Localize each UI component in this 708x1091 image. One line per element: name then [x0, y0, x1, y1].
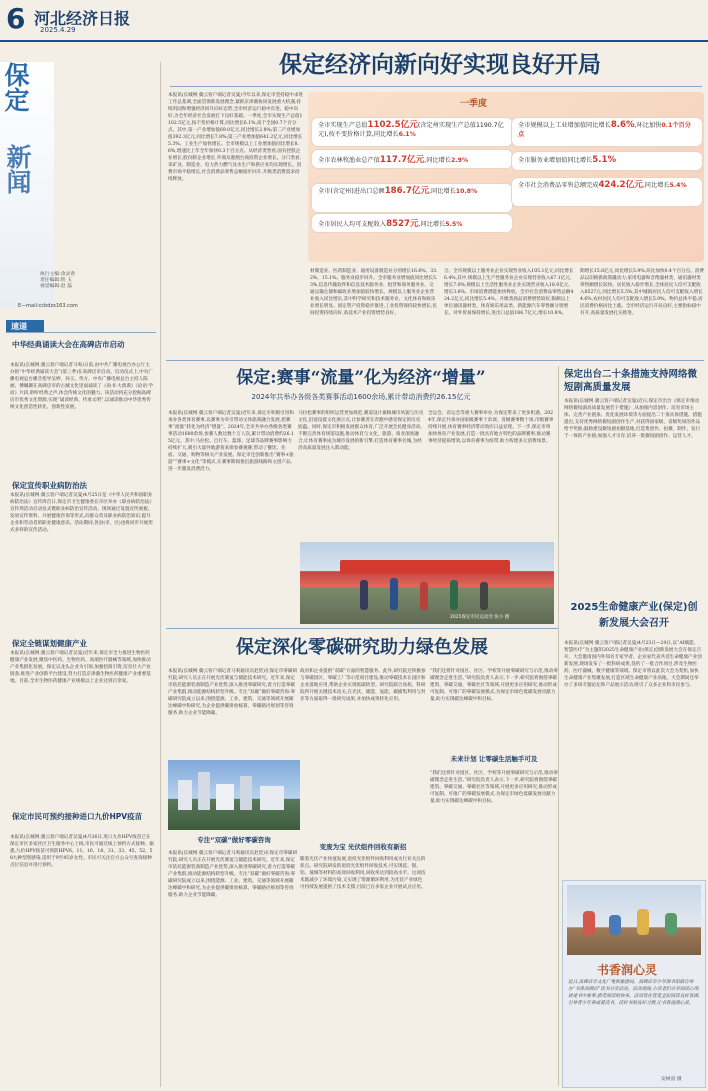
book-box — [562, 880, 706, 1088]
story3-body-2: 政府和企业提供“双碳”方面的智慧服务。此外,研究院还积极参与零碳园区、零碳工厂等示范项目建设,推动零碳技术在园区和企业落地应用,帮助企业实现低碳转型。研究院联合高校、科研院所开展关键技术攻关,在光伏、储能、氢能、碳捕集利用与封存等方面取得一批研究成果,并加快成果转化应用。 — [300, 669, 426, 702]
q1-label: 一季度 — [460, 99, 488, 109]
page-date: 2025.4.29 — [40, 26, 76, 34]
book-title: 书香润心灵 — [597, 963, 658, 977]
staff-line: 责任编辑:铁 玉 — [40, 278, 72, 283]
photo-caption: 2025保定市民运动会 张小 摄 — [450, 615, 510, 620]
right-body-a: 本报讯(长城网·冀云客户端记者吴曼)近日,保定市出台《保定市推动网络微短剧高质量发展若干措施》,从加强内容创作、培育市场主体、完善产业链条、优化发展环境等方面提出二十条具体措施。措施提出,支持优秀网络微短剧创作生产,对获得国家级、省级奖项的作品给予奖励;鼓励建设微短剧拍摄基地,打造集创作、拍摄、制作、发行于一体的产业链;加强人才引育,培养一批微短剧创作、运营人才。 — [564, 399, 702, 439]
story2-subhead: 2024年共举办各级各类赛事活动1600余场,累计带动消费约26.15亿元 — [251, 393, 471, 401]
stat-trade: 全市(含定州)进出口总额186.7亿元,同比增长10.8% — [312, 184, 512, 212]
masthead — [0, 0, 708, 44]
sidebar-body-1: 本报讯(长城网·冀云客户端记者马爽)日前,由中共广播电视台办公厅主办的“中华经典诵读大会”(第三季)在高碑店市启动。启动仪式上,中央广播电视总台播音指导吴婷、孙玉、英方、中央广播电视总台主持人陈丽、傅珮珊在高碑店市的古城文化里面诵读了《尚书·大禹谟》《论语·学而》片段,聆听经典之声,体会传统文化的魅力。该活动将充分挖掘高碑店市优秀文化资源,实现“诵读经典、传承文明”,以诵读推动中华优秀传统文化创造性转化、创新性发展。 — [10, 363, 154, 410]
sidebar-body-4: 本报讯(长城网·冀云客户端记者吴曼)4月26日,进口九价HPV疫苗已在保定市区多家社区卫生服务中心上线,市民可通过线上预约方式接种。据悉,九价HPV疫苗可预防HPV6、11、16、18、31、33、45、52、58九种型别感染,适用于9至45岁女性。市民可关注官方公众号查询接种点位信息并进行预约。 — [10, 835, 154, 868]
stat-retail: 全市社会消费品零售总额完成424.2亿元,同比增长5.4% — [512, 178, 702, 206]
story2-headline: 保定:赛事“流量”化为经济“增量” — [236, 368, 486, 388]
story3-body-1b: 本报讯(长城网·冀云客户端记者马爽通讯员赵贺)在保定市零碳研究院,研究人员正在开展光伏制氢与储能技术研究。近年来,保定市依托能源装备制造产业优势,深入推进零碳研究,着力打造零碳产业集群,推动能源结构转型升级。专注“双碳”做好零碳咨询:零碳研究院成立以来,围绕能源、工业、建筑、交通等领域开展碳达峰碳中和研究,为企业提供碳排放核算、零碳路径规划等咨询服务,助力企业节能降碳。 — [168, 851, 298, 898]
story3-sub3: 未来计划 让零碳生活触手可及 — [450, 755, 538, 763]
email-line: E—mail:ccbdzx163.com — [18, 303, 78, 309]
staff-line: 视觉编辑:赵 磊 — [40, 284, 72, 289]
sidebar-title-2: 保定宣传职业病防治法 — [12, 481, 87, 490]
book-credit: 安树富 摄 — [661, 1077, 682, 1082]
right-body-b: 本报讯(长城网·冀云客户端记者吴曼)4月23日—24日,以“AI赋能、智慧医疗”为主题的2025生命健康产业(保定)创新发展大会在保定召开。大会邀请国内外知名专家学者、企业家代表共话生命健康产业创新发展,现场发布了一批科研成果,签约了一批合作项目,涉及生物医药、医疗器械、数字健康等领域。保定市将以此次大会为契机,加快生命健康产业集聚发展,打造区域生命健康产业高地。大会期间还举办了多场专题论坛和产品展示活动,吸引了众多企业和市民参与。 — [564, 641, 702, 688]
sidebar-body-3: 本报讯(长城网·冀云客户端记者吴曼)近年来,保定市全力推进生物医药健康产业发展,聚焦中医药、生物医药、高端医疗器械等领域,加快推动产业集群化发展。保定以龙头企业为引领,加强招商引资,培育壮大产业链条,推进产业创新平台建设,努力打造京津冀生物医药健康产业重要基地。目前,全市生物医药健康产业规模以上企业达到百余家。 — [10, 651, 151, 684]
story3-body-1: 本报讯(长城网·冀云客户端记者马爽通讯员赵贺)在保定市零碳研究院,研究人员正在开展光伏制氢与储能技术研究。近年来,保定市依托能源装备制造产业优势,深入推进零碳研究,着力打造零碳产业集群,推动能源结构转型升级。专注“双碳”做好零碳咨询:零碳研究院成立以来,围绕能源、工业、建筑、交通等领域开展碳达峰碳中和研究,为企业提供碳排放核算、零碳路径规划等咨询服务,助力企业节能降碳。 — [168, 669, 298, 716]
story2-body-2: 马拉松赛事的组织运营更加规范,赛道设计兼顾城市风貌与历史文化,沿途设置文化展示点,让参赛者在奔跑中感受保定的历史底蕴。同时,保定市积极发展群众体育,广泛开展全民健身活动,不断完善体育场馆设施,推动体育与文化、旅游、商业深度融合,让体育赛事成为城市发展的新引擎,打造体育赛事名城,为经济高质量发展注入新动能。 — [298, 411, 424, 451]
story2-body-3: 全运会、省运会等重大赛事举办,为保定带来了更多机遇。2024年,保定共承办国家级赛事十余项、省级赛事数十项,市级赛事持续开展,体育赛事经济带动效应日益显现。下一步,保定市将加快体育产业发展,打造一批具有地方特色的品牌赛事,推动赛事经济提质增效,以体育赛事为纽带,助力构建多元消费场景。 — [428, 411, 554, 444]
stat-gdp: 全市实现生产总值1102.5亿元(含定州实现生产总值1190.7亿元),按不变价格计算,同比增长6.1% — [312, 118, 512, 146]
sidebar-title-3: 保定全链谋划健康产业 — [12, 639, 87, 648]
top-col3: 合。全市规模以上服务业企业实现营业收入105.1亿元,同比增长6.4%,其中,规模以上生产性服务业企业实现营业收入67.1亿元,增长7.0%,规模以上生活性服务业企业实现营业收入18.0亿元,增长3.6%。市场消费潜能加快释放。全市社会消费品零售总额424.2亿元,同比增长5.4%。升级类商品消费增势较好,限额以上单位通讯器材类、体育娱乐用品类、新能源汽车零售额分别增长。对外贸易保持增长,进出口总值186.7亿元,增长10.8%。 — [444, 269, 574, 316]
story3-body-4b: “我们还将针对园区、社区、学校等开展零碳研究与示范,推动零碳理念走进生活。”研究院负责人表示,下一步,研究院将围绕零碳建筑、零碳交通、零碳社区等领域,开展更多应用研究,推动形成可复制、可推广的零碳发展模式,为保定市绿色低碳发展贡献力量,助力实现碳达峰碳中和目标。 — [430, 771, 558, 804]
top-col2: 材制造业、医药制造业、通用设备制造业分别增长16.6%、33.2%、15.1%。服务业稳步回升。全市服务业增加值同比增长5.3%,信息传输软件和信息技术服务业、租赁和商务服务业、交通运输仓储和邮政业增加值较快增长。规模以上服务业企业营业收入同比增长,其中科学研究和技术服务业、文化体育和娱乐业增长明显。固定资产投资稳步推进,工业投资保持较快增长,民间投资持续向好,高技术产业投资增势良好。 — [310, 269, 438, 316]
top-col4: 期增长15.8亿元,同比增长5.9%,环比加快0.4个百分点。消费品以旧换新政策撬动力,家用电器和音像器材类、通讯器材类零售额增长较快。居民收入稳步增长,全体居民人均可支配收入8527元,同比增长5.5%,其中城镇居民人均可支配收入增长4.6%,农村居民人均可支配收入增长5.9%。物价总体平稳,居民消费价格同比上涨。全市经济运行开局良好,主要指标稳中有升,高质量发展扎实推进。 — [580, 269, 704, 316]
paper-name: 河北经济日报 — [34, 9, 131, 28]
top-headline: 保定经济向新向好实现良好开局 — [279, 51, 601, 78]
story3-sub1: 专注“双碳”做好零碳咨询 — [197, 836, 271, 844]
stat-services: 全市服务业增加值同比增长5.1% — [512, 152, 702, 170]
sidebar-title-4: 保定市民可预约接种进口九价HPV疫苗 — [12, 812, 143, 821]
q1-stats-block — [308, 92, 704, 262]
sidebar — [6, 320, 158, 1085]
vertical-title-2: 新闻 — [3, 144, 32, 194]
story3-body-4: “我们还将针对园区、社区、学校等开展零碳研究与示范,推动零碳理念走进生活。”研究院负责人表示,下一步,研究院将围绕零碳建筑、零碳交通、零碳社区等领域,开展更多应用研究,推动形成可复制、可推广的零碳发展模式,为保定市绿色低碳发展贡献力量,助力实现碳达峰碳中和目标。 — [430, 669, 558, 702]
sidebar-title-1: 中华经典诵读大会在高碑店市启动 — [12, 340, 125, 349]
marathon-photo — [300, 542, 554, 624]
book-body: 近日,高碑店市文化广电和旅游局、高碑店市少年图书馆联合举办“书香高碑店”读书分享活动。活动现场,小读者们分享阅读心得,讲述书中故事,感受阅读的快乐。活动旨在营造全民阅读良好氛围,引导青少年养成爱读书、读好书的良好习惯,让书香浸润心灵。 — [568, 980, 700, 1006]
sidebar-body-2: 本报讯(长城网·冀云客户端记者吴曼)4月25日是《中华人民共和国职业病防治法》宣传周首日,保定市卫生健康委在市区举办《职业病防治法》宣传周活动启动仪式暨职业病防治宣传活动。现场通过设置宣传展板、发放宣传资料、开展健康咨询等形式,向群众普及职业病防治知识,提升企业和劳动者的职业健康意识。活动期间,各县(市、区)也将同步开展形式多样的宣传活动。 — [10, 493, 154, 533]
stat-income: 全市居民人均可支配收入8527元,同比增长5.5% — [312, 214, 512, 232]
vertical-title-1: 保定 — [1, 62, 30, 112]
story3-body-3: 随着光伏产业快速发展,退役光伏组件回收利用成为行业关注的焦点。研究院研发的退役光伏组件回收技术,可实现硅、银、铝、玻璃等材料的高效回收利用,回收率达到较高水平。这项技术既减少了环境污染,又实现了资源循环利用,为光伏产业绿色可持续发展提供了技术支撑,目前已在多家企业开展试点应用。 — [300, 857, 426, 890]
top-lead: 本报讯(长城网·冀云客户端记者吴曼)今年以来,保定市坚持稳中求进工作总基调,全面贯彻新发展理念,紧抓京津冀协同发展重大机遇,持续巩固和增强经济回升向好态势,全市经济运行稳中有进、稳中向好,为全年经济社会发展打下良好基础。一季度,全市实现生产总值1102.5亿元,按不变价格计算,同比增长6.1%,高于全国0.7个百分点。其中,第一产业增加值69.0亿元,同比增长2.8%;第二产业增加值392.3亿元,同比增长7.8%;第三产业增加值641.2亿元,同比增长5.3%。工业生产加快增长。全市规模以上工业增加值同比增长8.6%,增速比上年全年加快0.3个百分点。从经济类型看,国有控股企业增长,股份制企业增长,外商及港澳台商投资企业增长。分门类看,采矿业、制造业、电力热力燃气及水生产和供应业均实现增长。消费市场平稳增长,社会消费品零售总额稳步回升,升级类消费需求持续释放。 — [168, 93, 304, 182]
stat-agri: 全市农林牧渔业总产值117.7亿元,同比增长2.9% — [312, 150, 512, 168]
story3-headline: 保定深化零碳研究助力绿色发展 — [236, 637, 488, 658]
section-label: 速递 — [11, 322, 27, 331]
staff-line: 执行主编:余灵春 — [40, 272, 76, 277]
reading-photo — [567, 885, 701, 955]
stat-industry: 全市规模以上工业增加值同比增长8.6%,环比加快0.1个百分点 — [512, 118, 702, 146]
right-headline-b: 2025生命健康产业(保定)创新发展大会召开 — [570, 602, 698, 629]
right-headline-a: 保定出台二十条措施支持网络微短剧高质量发展 — [564, 369, 698, 393]
city-photo — [168, 760, 300, 830]
story3-sub2: 变废为宝 光伏组件回收有新招 — [319, 843, 407, 851]
story2-body-1: 本报讯(长城网·冀云客户端记者吴曼)近年来,保定市积极引进和承办各类体育赛事,以赛事为牵引带动文体旅商融合发展,把赛事“流量”转化为经济“增量”。2024年,全市共举办各级各类赛事活动1600余场,参赛人数达数十万人次,累计带动消费约26.15亿元。其中,马拉松、自行车、篮球、足球等品牌赛事影响力持续扩大,吸引大量外地游客来保参赛观赛,带动了餐饮、住宿、交通、购物等相关产业发展。保定市还创新推出“赛事+旅游”“赛事+文化”等模式,在赛事期间推出旅游线路和文创产品,进一步激发消费活力。 — [168, 411, 294, 472]
page-number: 6 — [6, 2, 26, 35]
